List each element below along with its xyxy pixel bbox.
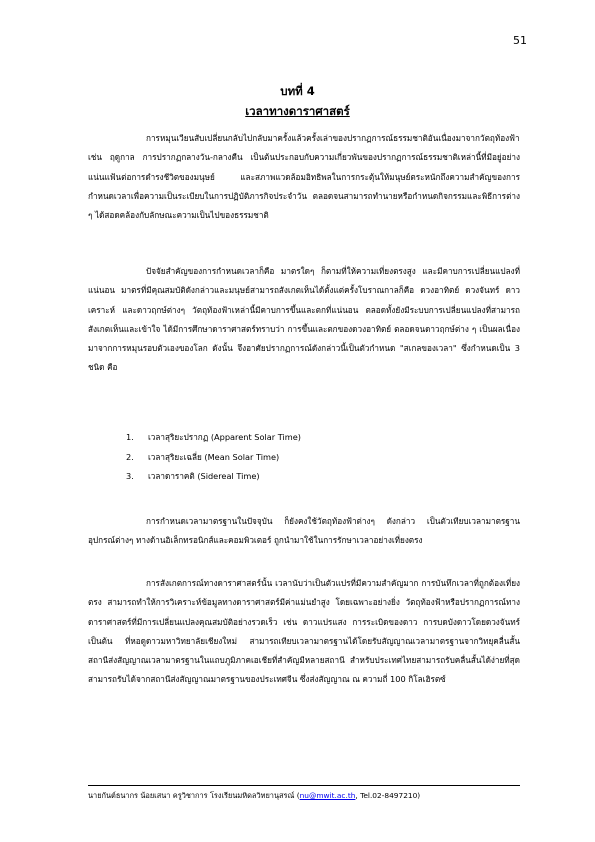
body-paragraph-4: การสังเกตการณ์ทางดาราศาสตร์นั้น เวลานับว่าเป็นตัวแปรที่มีความสำคัญมาก การบันทึกเวลาที่ถูกต้องเที่ยงตรง สามารถทำให้การวิเคราะห์ข้อมูลทางดาราศาสตร์มีค่าแม่นยำสูง โดยเฉพาะอย่างยิ่ง วัตถุท้องฟ้าหรือปรากฏการณ์ทางดาราศาสตร์ที่มีการเปลี่ยนแปลงคุณสมบัติอย่างรวดเร็ว เช่น ดาวแปรแสง การระเบิดของดาว การบดบังดาวโดยดวงจันทร์ เป็นต้น ที่หอดูดาวมหาวิทยาลัยเชียงใหม่ สามารถเทียบเวลามาตรฐานได้โดยรับสัญญาณเวลามาตรฐานจากวิทยุคลื่นสั้น สถานีส่งสัญญาณเวลามาตรฐานในแถบภูมิภาคเอเชียที่สำคัญมีหลายสถานี สำหรับประเทศไทยสามารถรับคลื่นสั้นได้ง่ายที่สุด สามารถรับได้จากสถานีส่งสัญญาณมาตรฐานของประเทศจีน ซึ่งส่งสัญญาณ ณ ความถี่ 100 กิโลเฮิรตซ์ [88,578,520,685]
footer-email-link[interactable]: nu@mwit.ac.th [299,791,356,800]
footer-phone: , Tel.02-8497210) [355,791,421,800]
list-item: 3. เวลาดาราคติ (Sidereal Time) [126,471,260,481]
footer-divider [88,785,520,786]
footer [88,790,520,802]
body-paragraph-1: การหมุนเวียนสับเปลี่ยนกลับไปกลับมาครั้งแล้วครั้งเล่าของปรากฏการณ์ธรรมชาติอันเนื่องมาจากวัตถุท้องฟ้า เช่น ฤดูกาล การปรากฏกลางวัน-กลางคืน เป็นต้นประกอบกับความเกี่ยวพันของปรากฏการณ์ธรรมชาติเหล่านี้ที่มีอยู่อย่างแน่นแฟ้นต่อการดำรงชีวิตของมนุษย์ และสภาพแวดล้อมอิทธิพลในการกระตุ้นให้มนุษย์ตระหนักถึงความสำคัญของการกำหนดเวลาเพื่อความเป็นระเบียบในการปฏิบัติภารกิจประจำวัน ตลอดจนสามารถทำนายหรือกำหนดกิจกรรมและพิธีการต่าง ๆ ได้สอดคล้องกับลักษณะความเป็นไปของธรรมชาติ [88,133,520,221]
body-paragraph-3: การกำหนดเวลามาตรฐานในปัจจุบัน ก็ยังคงใช้วัตถุท้องฟ้าต่างๆ ดังกล่าว เป็นตัวเทียบเวลามาตรฐาน อุปกรณ์ต่างๆ ทางด้านอิเล็กทรอนิกส์และคอมพิวเตอร์ ถูกนำมาใช้ในการรักษาเวลาอย่างเที่ยงตรง [88,516,520,546]
chapter-heading: บทที่ 4 [280,84,315,98]
list-item: 2. เวลาสุริยะเฉลี่ย (Mean Solar Time) [126,451,280,462]
footer-author: นายกันต์ธนากร น้อยเสนา ครูวิชาการ โรงเรียนมหิดลวิทยานุสรณ์ ( [88,791,300,800]
page-number: 51 [513,34,527,47]
list-item: 1. เวลาสุริยะปรากฏ (Apparent Solar Time) [126,432,301,442]
body-paragraph-2: ปัจจัยสำคัญของการกำหนดเวลาก็คือ มาตรใดๆ ก็ตามที่ให้ความเที่ยงตรงสูง และมีคาบการเปลี่ยนแปลงที่แน่นอน มาตรที่มีคุณสมบัติดังกล่าวและมนุษย์สามารถสังเกตเห็นได้ตั้งแต่ครั้งโบราณกาลก็คือ ดวงอาทิตย์ ดวงจันทร์ ดาวเคราะห์ และดาวฤกษ์ต่างๆ วัตถุท้องฟ้าเหล่านี้มีคาบการขึ้นและตกที่แน่นอน ตลอดทั้งยังมีระบบการเปลี่ยนแปลงที่สามารถสังเกตเห็นและเข้าใจ ได้มีการศึกษาดาราศาสตร์ทราบว่า การขึ้นและตกของดวงอาทิตย์ ตลอดจนดาวฤกษ์ต่าง ๆ เป็นผลเนื่องมาจากการหมุนรอบตัวเองของโลก ดังนั้น จึงอาศัยปรากฏการณ์ดังกล่าวนี้เป็นตัวกำหนด "สเกลของเวลา" ซึ่งกำหนดเป็น 3 ชนิด คือ [88,266,520,373]
chapter-title: เวลาทางดาราศาสตร์ [245,104,350,118]
time-type-list [126,428,301,487]
